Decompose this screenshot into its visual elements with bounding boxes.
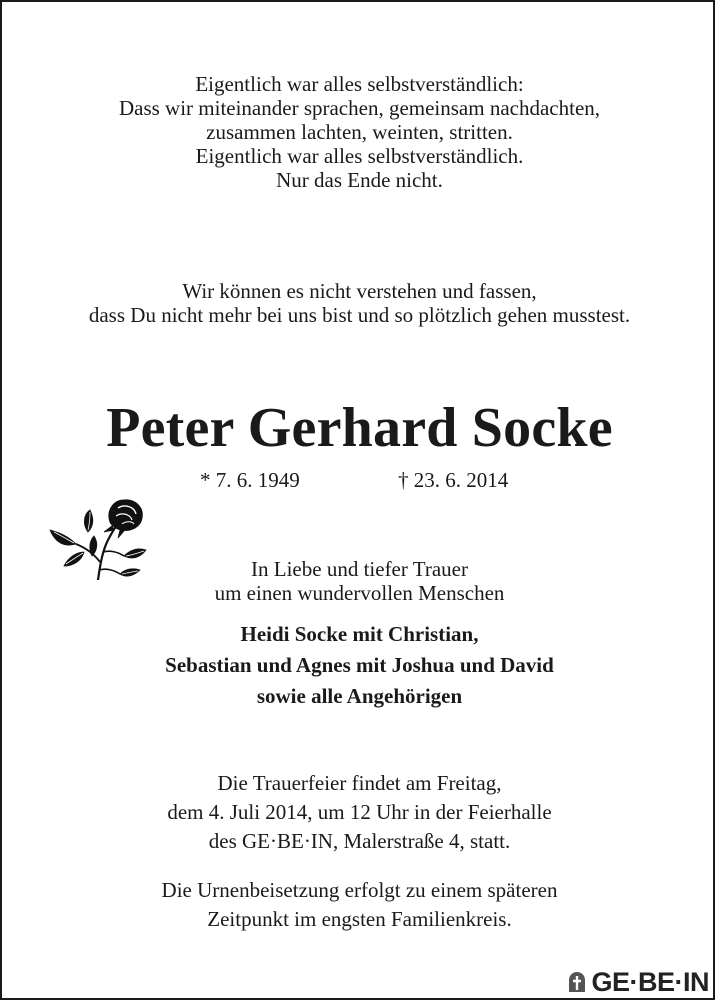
mourning-line: um einen wundervollen Menschen — [214, 581, 505, 605]
verse-line: dass Du nicht mehr bei uns bist und so plötzlich gehen musstest. — [88, 303, 631, 327]
service-line: Die Trauerfeier findet am Freitag, — [217, 771, 502, 795]
verse-line: Wir können es nicht verstehen und fassen, — [182, 279, 537, 303]
mourning-line: In Liebe und tiefer Trauer — [251, 557, 468, 581]
death-date: † 23. 6. 2014 — [398, 468, 509, 492]
poem-line: Dass wir miteinander sprachen, gemeinsam nachdachten, — [118, 96, 601, 120]
family-line: Sebastian und Agnes mit Joshua und David — [165, 653, 554, 677]
birth-date: * 7. 6. 1949 — [200, 468, 300, 492]
gebein-logo-text: GE·BE·IN — [591, 966, 709, 997]
gebein-logo — [566, 968, 710, 996]
mourning-text — [2, 557, 715, 605]
poem-line: zusammen lachten, weinten, stritten. — [206, 120, 513, 144]
second-verse — [2, 279, 715, 327]
urn-burial-info — [2, 876, 715, 934]
poem-line: Eigentlich war alles selbstverständlich: — [195, 72, 524, 96]
family-names — [2, 619, 715, 712]
poem-line: Nur das Ende nicht. — [276, 168, 443, 192]
family-line: sowie alle Angehörigen — [256, 684, 463, 708]
family-line: Heidi Socke mit Christian, — [240, 622, 479, 646]
gebein-logo-icon — [566, 970, 588, 994]
service-line: des GE·BE·IN, Malerstraße 4, statt. — [208, 829, 511, 853]
funeral-service-info — [2, 769, 715, 856]
opening-poem — [2, 72, 715, 192]
poem-line: Eigentlich war alles selbstverständlich. — [195, 144, 524, 168]
urn-line: Die Urnenbeisetzung erfolgt zu einem späteren — [161, 878, 558, 902]
deceased-name: Peter Gerhard Socke — [106, 397, 613, 459]
urn-line: Zeitpunkt im engsten Familienkreis. — [207, 907, 512, 931]
service-line: dem 4. Juli 2014, um 12 Uhr in der Feierhalle — [167, 800, 552, 824]
